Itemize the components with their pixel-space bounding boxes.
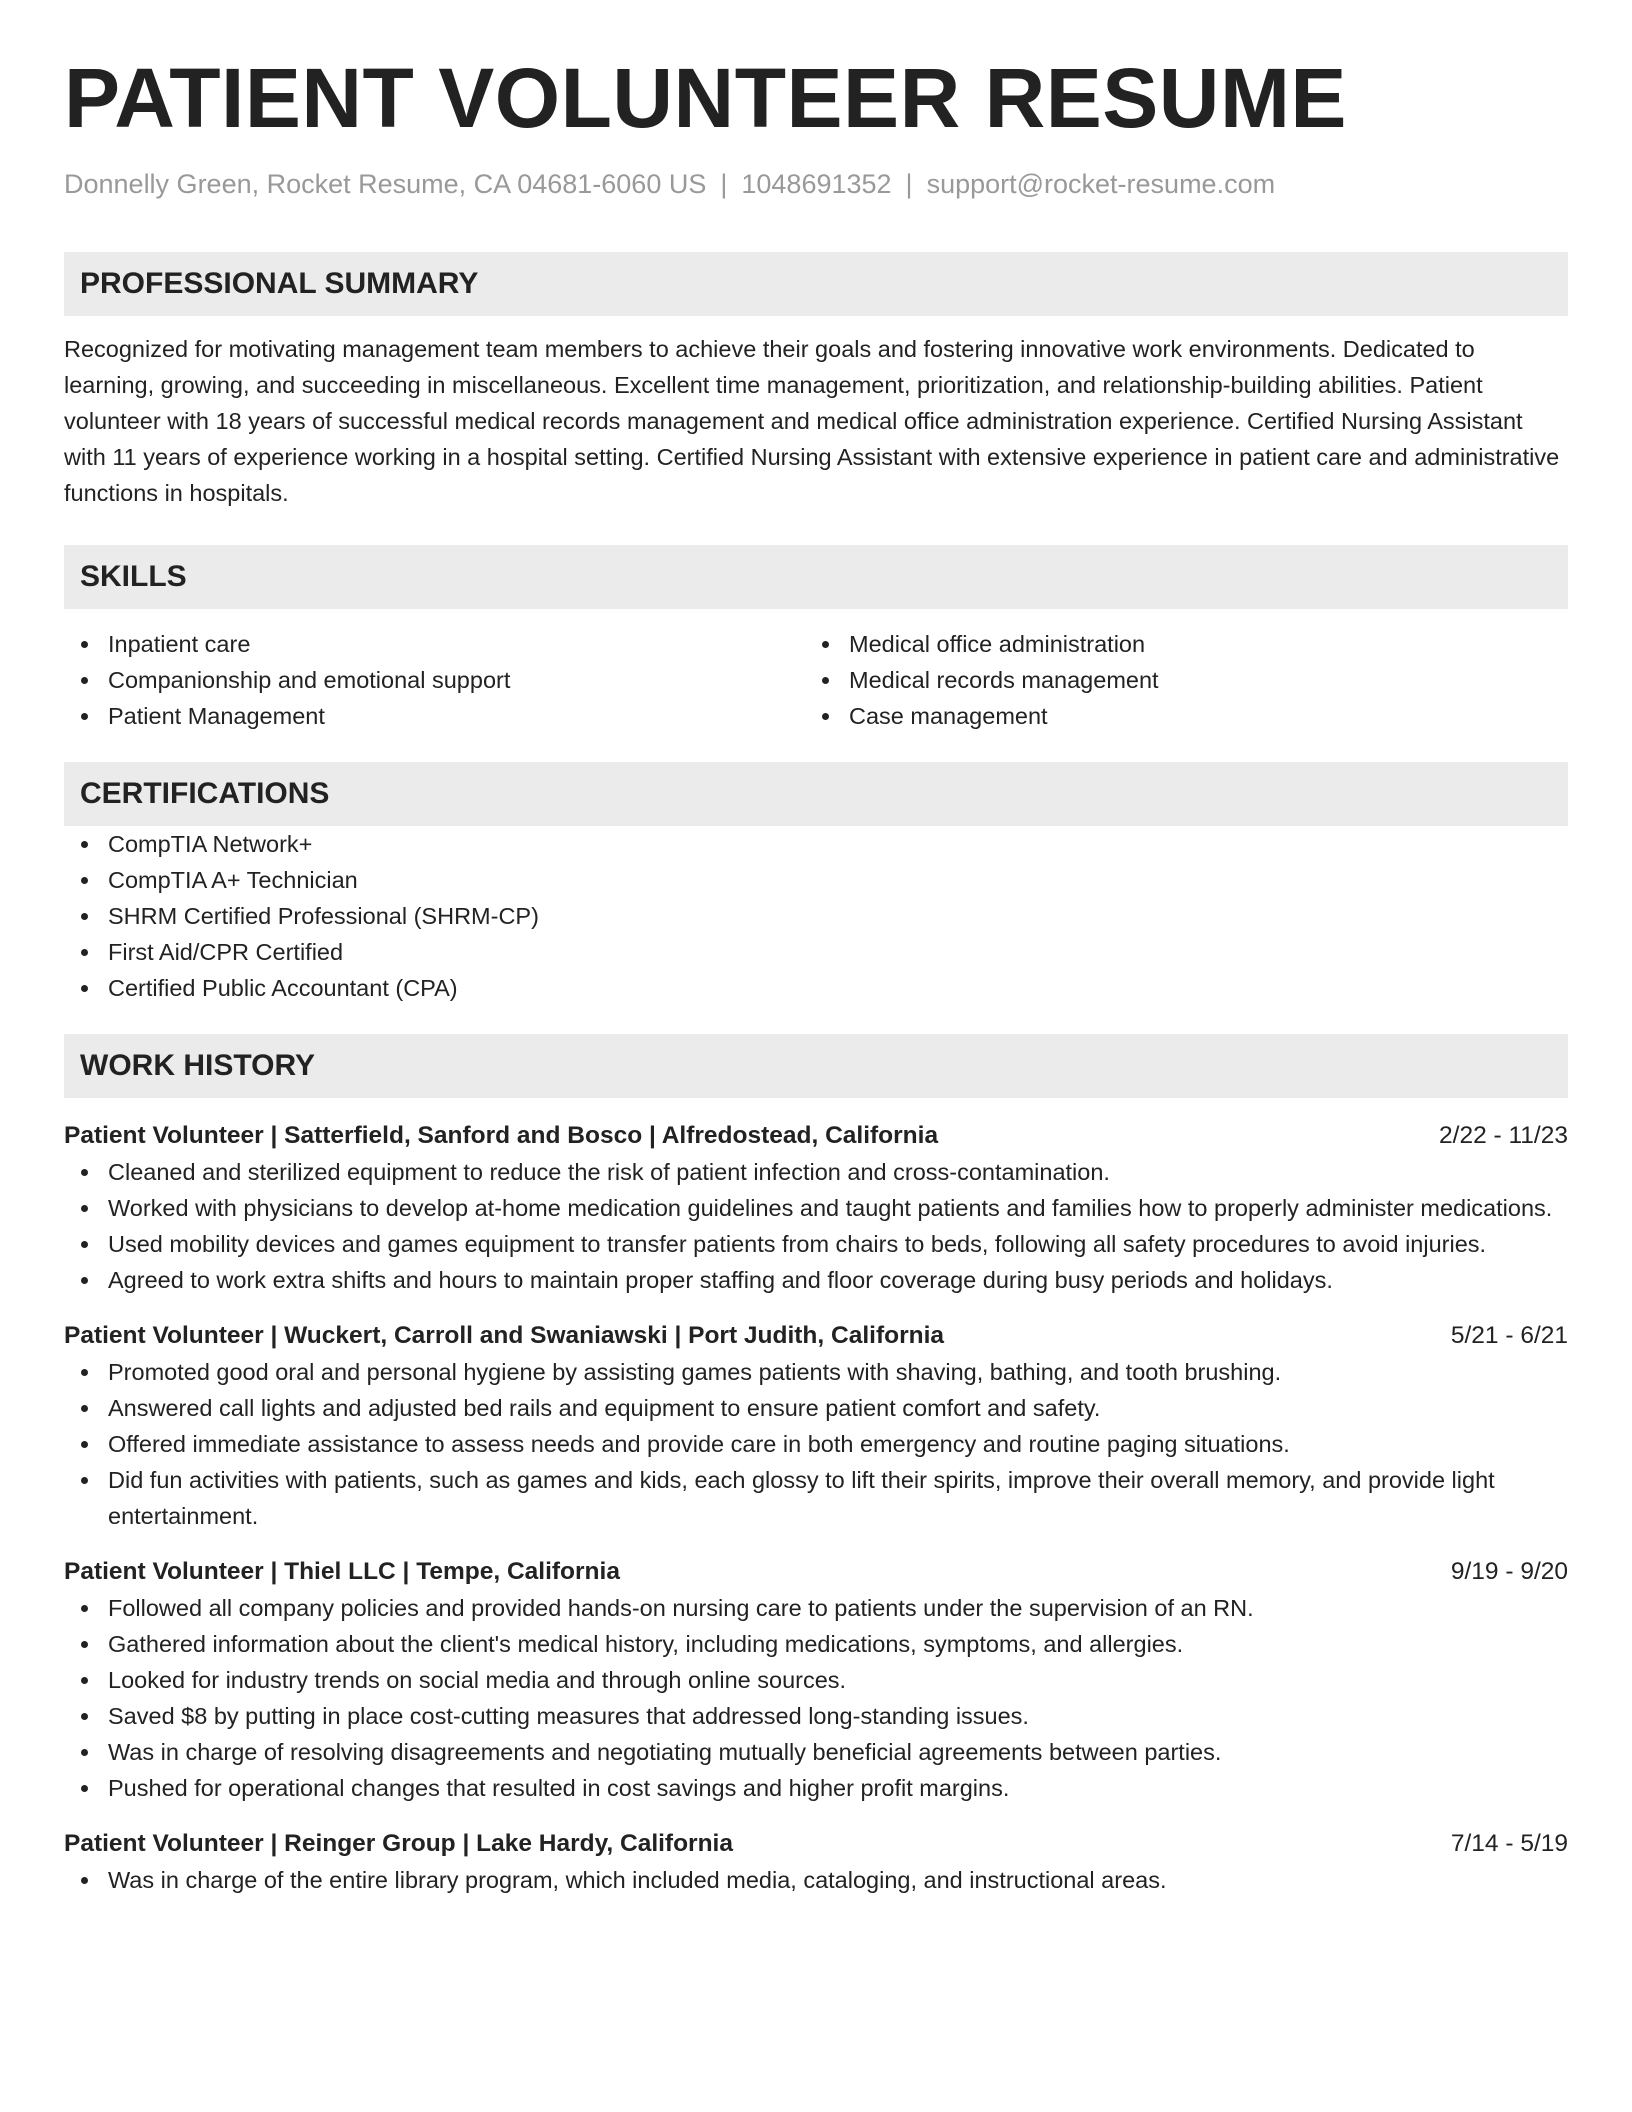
skills-list-left bbox=[64, 626, 805, 734]
job-title: Patient Volunteer | Satterfield, Sanford and Bosco | Alfredostead, California bbox=[64, 1122, 939, 1150]
job-bullet: Did fun activities with patients, such as games and kids, each glossy to lift their spirits, improve their overall memory, and provide light entertainment. bbox=[64, 1462, 1568, 1534]
job-entry bbox=[64, 1554, 1568, 1806]
job-title: Patient Volunteer | Reinger Group | Lake Hardy, California bbox=[64, 1830, 733, 1858]
job-bullet: Agreed to work extra shifts and hours to maintain proper staffing and floor coverage during busy periods and holidays. bbox=[64, 1262, 1568, 1298]
skills-list-right bbox=[805, 626, 1546, 734]
job-dates: 2/22 - 11/23 bbox=[1439, 1122, 1568, 1150]
job-bullet: Worked with physicians to develop at-home medication guidelines and taught patients and families how to properly administer medications. bbox=[64, 1190, 1568, 1226]
job-bullets bbox=[64, 1590, 1568, 1806]
summary-text: Recognized for motivating management team members to achieve their goals and fostering innovative work environments. Dedicated to learning, growing, and succeeding in miscellaneous. Excellent time management, prioritization, and relationship-building abilities. Patient volunteer with 18 years of successful medical records management and medical office administration experience. Certified Nursing Assistant with 11 years of experience working in a hospital setting. Certified Nursing Assistant with extensive experience in patient care and administrative functions in hospitals. bbox=[64, 336, 1560, 507]
job-dates: 9/19 - 9/20 bbox=[1450, 1558, 1568, 1586]
job-bullet: Saved $8 by putting in place cost-cutting measures that addressed long-standing issues. bbox=[64, 1698, 1568, 1734]
contact-separator: | bbox=[720, 169, 728, 199]
job-bullet: Was in charge of resolving disagreements and negotiating mutually beneficial agreements between parties. bbox=[64, 1734, 1568, 1770]
skill-item: Companionship and emotional support bbox=[64, 662, 805, 698]
skill-item: Case management bbox=[805, 698, 1546, 734]
job-header bbox=[64, 1826, 1568, 1862]
contact-phone: 1048691352 bbox=[741, 169, 892, 199]
job-entry bbox=[64, 1318, 1568, 1534]
job-header bbox=[64, 1554, 1568, 1590]
work-history-heading: WORK HISTORY bbox=[64, 1034, 1568, 1098]
job-bullet: Promoted good oral and personal hygiene by assisting games patients with shaving, bathing, and tooth brushing. bbox=[64, 1354, 1568, 1390]
skills-section bbox=[64, 545, 1568, 734]
summary-section bbox=[64, 252, 1568, 511]
job-bullet: Was in charge of the entire library program, which included media, cataloging, and instructional areas. bbox=[64, 1862, 1568, 1898]
job-entry bbox=[64, 1118, 1568, 1298]
certification-item: Certified Public Accountant (CPA) bbox=[64, 970, 1568, 1006]
job-bullet: Looked for industry trends on social media and through online sources. bbox=[64, 1662, 1568, 1698]
job-bullet: Cleaned and sterilized equipment to reduce the risk of patient infection and cross-contamination. bbox=[64, 1154, 1568, 1190]
contact-line bbox=[64, 168, 1568, 200]
summary-heading: PROFESSIONAL SUMMARY bbox=[64, 252, 1568, 316]
contact-address: Donnelly Green, Rocket Resume, CA 04681-6060 US bbox=[64, 169, 707, 199]
skill-item: Patient Management bbox=[64, 698, 805, 734]
certification-item: CompTIA Network+ bbox=[64, 826, 1568, 862]
certification-item: CompTIA A+ Technician bbox=[64, 862, 1568, 898]
job-dates: 7/14 - 5/19 bbox=[1450, 1830, 1568, 1858]
resume-title: PATIENT VOLUNTEER RESUME bbox=[64, 51, 1347, 145]
skills-heading: SKILLS bbox=[64, 545, 1568, 609]
job-entry bbox=[64, 1826, 1568, 1898]
contact-email: support@rocket-resume.com bbox=[926, 169, 1276, 199]
job-bullet: Pushed for operational changes that resulted in cost savings and higher profit margins. bbox=[64, 1770, 1568, 1806]
job-dates: 5/21 - 6/21 bbox=[1450, 1322, 1568, 1350]
job-bullets bbox=[64, 1862, 1568, 1898]
contact-separator: | bbox=[905, 169, 913, 199]
certification-item: First Aid/CPR Certified bbox=[64, 934, 1568, 970]
certifications-heading: CERTIFICATIONS bbox=[64, 762, 1568, 826]
job-bullet: Answered call lights and adjusted bed rails and equipment to ensure patient comfort and safety. bbox=[64, 1390, 1568, 1426]
skill-item: Medical records management bbox=[805, 662, 1546, 698]
job-bullet: Gathered information about the client's medical history, including medications, symptoms, and allergies. bbox=[64, 1626, 1568, 1662]
job-bullet: Followed all company policies and provided hands-on nursing care to patients under the supervision of an RN. bbox=[64, 1590, 1568, 1626]
work-history-section bbox=[64, 1034, 1568, 1898]
certifications-list bbox=[64, 826, 1568, 1006]
skill-item: Inpatient care bbox=[64, 626, 805, 662]
job-header bbox=[64, 1118, 1568, 1154]
job-header bbox=[64, 1318, 1568, 1354]
certifications-section bbox=[64, 762, 1568, 1006]
job-bullets bbox=[64, 1154, 1568, 1298]
certification-item: SHRM Certified Professional (SHRM-CP) bbox=[64, 898, 1568, 934]
job-title: Patient Volunteer | Thiel LLC | Tempe, California bbox=[64, 1558, 620, 1586]
skill-item: Medical office administration bbox=[805, 626, 1546, 662]
job-title: Patient Volunteer | Wuckert, Carroll and Swaniawski | Port Judith, California bbox=[64, 1322, 945, 1350]
skills-grid bbox=[64, 626, 1568, 734]
job-bullet: Used mobility devices and games equipment to transfer patients from chairs to beds, following all safety procedures to avoid injuries. bbox=[64, 1226, 1568, 1262]
job-bullets bbox=[64, 1354, 1568, 1534]
job-bullet: Offered immediate assistance to assess needs and provide care in both emergency and routine paging situations. bbox=[64, 1426, 1568, 1462]
